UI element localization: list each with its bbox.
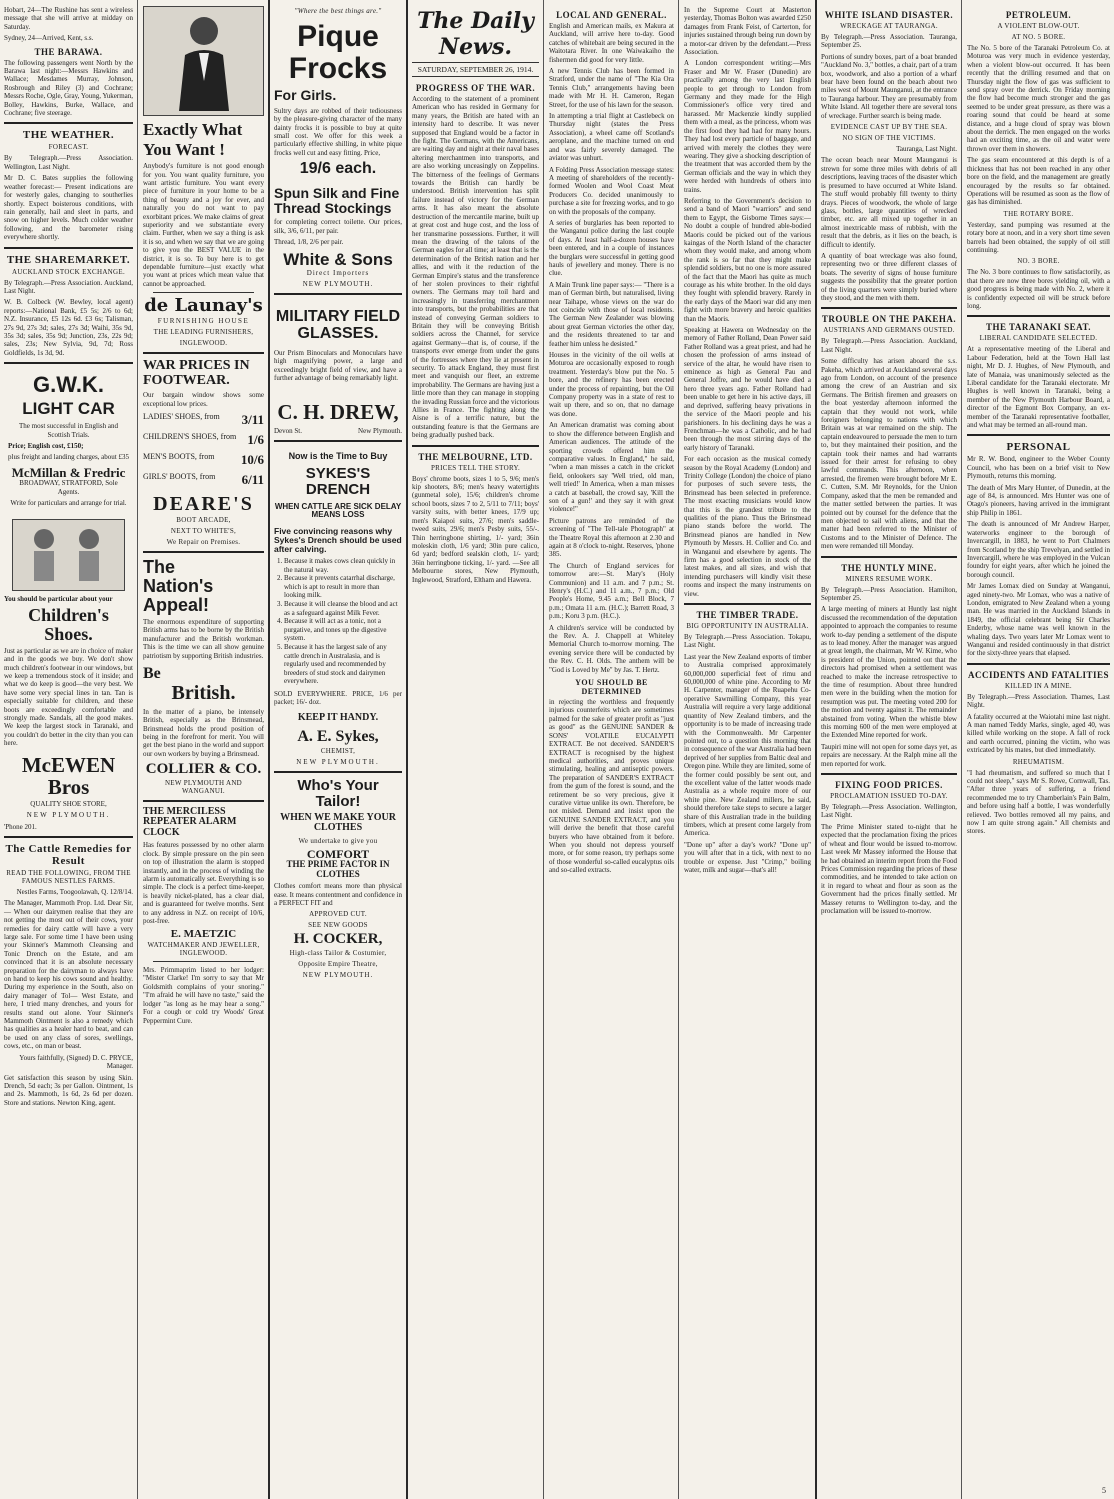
- children-illustration: [12, 519, 125, 591]
- letter-text: The Manager, Mammoth Prop. Ltd. Dear Sir,— When our dairymen realise that they are not getting the most out of their cows, your remedies for dairy cattle will have a very large sale. For some time I have been using your Skinner's Mammoth Cleansing and Tonic Drench on the Estate, and am convinced that it is an absolute necessary preparation for the dairyman to always have on hand to keep his cows sound and healthy. During my experience in the South, also on dairy manager of Tol— West Estate, and here, I tried many drenches, and yours for results stand out alone. Your Skinner's Mammoth Ointment is also a remedy which has qualities as a healer hard to beat, and can be used on any class of sores, swellings, cows, etc., on man or beast.: [4, 899, 133, 1051]
- ad-intro: Now is the Time to Buy: [288, 450, 388, 461]
- ad-title: The: [143, 557, 176, 578]
- article-text: Mr D. C. Bates supplies the following weather forecast:— Present indications are for westerly gales, changing to southerlies shortly. Expect boisterous conditions, with rain generally, hail and sleet in parts, and snow on higher levels. Much colder weather following, and the barometer rising everywhere shortly.: [4, 174, 133, 242]
- headline: TROUBLE ON THE PAKEHA.: [821, 314, 957, 325]
- headline: LOCAL AND GENERAL.: [556, 10, 667, 20]
- ad-text: Anybody's furniture is not good enough for you. You want quality furniture, you want artistic furniture. You want every piece of furniture in your home to be a thing of beauty and a joy for ever, and naturally you do not want to pay exorbitant prices. We make claims of great superiority and we substantiate every claim. Further, when we say a thing is ask it is so, and when we say that we are going to give you the BEST VALUE in the district, it is so. To buy here is to get dependable furniture—just exactly what you want at prices which mean value that cannot be approached.: [143, 162, 264, 288]
- ad-text: We undertake to give you: [298, 836, 378, 845]
- headline: ACCIDENTS AND FATALITIES: [967, 669, 1110, 680]
- ad-text: NEW PLYMOUTH.: [302, 280, 374, 289]
- article-text: Taupiri mine will not open for some days yet, as repairs are necessary. At the Ralph mine all the men reported for work.: [821, 742, 957, 768]
- ad-title: British.: [171, 681, 236, 704]
- ad-text: Sultry days are robbed of their tediousness by the pleasure-giving character of the many dainty frocks it is possible to buy at quite small cost. We offer for this week a particularly effective shilling, in white pique frocks well cut and easy fitting. Price,: [274, 106, 402, 157]
- masthead: The Daily News.: [417, 8, 534, 60]
- ad-title: G.W.K.: [33, 372, 104, 398]
- subheading: NO SIGN OF THE VICTIMS.: [842, 134, 936, 143]
- article-text: W. B. Colbeck (W. Bewley, local agent) reports:—National Bank, £5 5s; 2/6 to 6d; N.Z. Insurance, £5 12s 6d. £3 6s; Talisman, 27s 9d, 27s 3d; sales, 27s 3d; Waihi, 35s 9d, 35s 3d; sales, 35s 9d; Junction, 23s, 22s 9d; sales, 23s; New Sylvia, 9d, 7d; Ross Goldfields, 1s 3d, 9d.: [4, 298, 133, 357]
- article-text: The No. 3 bore continues to flow satisfactorily, as that there are now three bores yielding oil, with a good progress is being made with No. 2, where it is confidently expected oil will be struck before long.: [967, 268, 1110, 310]
- article-text: The ocean beach near Mount Maunganui is strewn for some three miles with debris of all descriptions, leaving traces of the disaster which is presumed to have occurred at White Island. The stuff would probably fill twenty to thirty drays. Pieces of woodwork, the whole of large glass, bottles, large quantities of wrecked timber, etc. are all mixed up together in an almost inextricable mass of rubbish, with the result that the debris, as it lies on the beach, is difficult to identify.: [821, 156, 957, 249]
- ad-title: LIGHT CAR: [22, 399, 115, 419]
- subheading: NO. 3 BORE.: [1017, 257, 1060, 266]
- byline: By Telegraph.—Press Association. Wellington, Last Night.: [4, 154, 133, 171]
- article-text: Mr R. W. Bond, engineer to the Weber County Council, who has been on a brief visit to New Plymouth, returns this morning.: [967, 455, 1110, 481]
- ad-title: WAR PRICES IN FOOTWEAR.: [143, 358, 250, 388]
- column-7: [817, 0, 961, 1499]
- ad-title: For Girls.: [274, 87, 337, 103]
- article-text: A Folding Press Association message states: A meeting of shareholders of the recently-formed Woolen and Wool Coast Meat Producers Co. decided unanimously to purchase a site for freezing works, and to go on with the proposals of the company.: [549, 165, 674, 216]
- byline: By Telegraph.—Press Association. Tokapu, Last Night.: [684, 633, 811, 650]
- ad-text: QUALITY SHOE STORE,: [30, 799, 107, 808]
- ad-subtitle: WHEN CATTLE ARE SICK DELAY MEANS LOSS: [274, 501, 402, 519]
- article-text: A series of burglaries has been reported to the Wanganui police during the last couple of days. At least half-a-dozen houses have been entered, and in a couple of instances the burglars were successful in getting good hauls of jewellery and money. There is no clue.: [549, 218, 674, 278]
- article-text: Referring to the Government's decision to send a band of Maori "warriors" and send them to Egypt, the Gisborne Times says:—No doubt a couple of hundred able-bodied Maoris could be picked out of the various kaingas of the North Island of the character whom they would make, and among whom the rank is so far that they might make splendid soldiers, but no one is more assured of the fact that the Maori has quite as much courage as his white brother. In the old days they fought with splendid bravery. Rarely in the early days of the Maori war did any men fight with more bravery and heroic qualities than the Maoris.: [684, 196, 811, 323]
- article-text: "I had rheumatism, and suffered so much that I could not sleep," says Mr S. Rowe, Cornwall, Tas. "After three years of suffering, a friend recommended me to try Chamberlain's Pain Balm, and before using half a bottle, I was wonderfully relieved. Two bottles removed all my pains, and now I am quite strong again." All chemists and stores.: [967, 768, 1110, 836]
- subheading: RHEUMATISM.: [1012, 757, 1065, 766]
- ad-text: Price; English cost, £150;: [8, 441, 84, 450]
- ad-text: Get satisfaction this season by using Skin. Drench, 5d each; 3s per Gallon. Ointment, 1s and 2s. Mammoth, 1s 6d, 2s 6d per dozen. Store and stations. Newton King, agent.: [4, 1073, 133, 1107]
- article-text: Mr James Lomax died on Sunday at Wanganui, aged ninety-two. Mr Lomax, who was a native of London, emigrated to New Zealand when a young man. He was married in the Auckland Islands in 1849, the official celebrant being Sir Charles Enderby, whose name was well known in the whaling days. Two years later Mr Lomax went to Wanganui and resided continuously in that district for the sixty-three years that elapsed.: [967, 582, 1110, 658]
- ad-title: COMFORT: [306, 846, 370, 861]
- byline: By Telegraph.—Press Association. Tauranga, September 25.: [821, 33, 957, 50]
- headline: THE BARAWA.: [34, 46, 103, 57]
- advertisement-gwk: [4, 369, 133, 514]
- headline: THE TARANAKI SEAT.: [985, 322, 1092, 333]
- ad-intro: You should be particular about your: [4, 594, 113, 603]
- subheading: EVIDENCE CAST UP BY THE SEA.: [830, 123, 948, 132]
- article-text: in rejecting the worthless and frequently injurious counterfeits which are sometimes palmed for the sake of greater profit as "just as good" as the GENUINE SANDER & SONS' VOLATILE EUCALYPTI EXTRACT. Be not deceived. SANDER'S EXTRACT is recognised by the highest medical authorities, and proves unique stimulating, healing and antiseptic powers. The preparation of SANDER'S EXTRACT from the gum of the forest is sound, and the retirement be so very precious, give it curative virtue unlike its own. Therefore, be not misled. Demand and insist upon the GENUINE SANDER EXTRACT, and you will derive the benefit that those careful buyers who have obtained from it before. When you should not depress yourself more, or for some reason, try perhaps some of those wonderful so-called eucalyptus oils and so-called extracts.: [549, 698, 674, 875]
- ad-text: Opposite Empire Theatre,: [298, 960, 378, 969]
- headline: PROGRESS OF THE WAR.: [415, 83, 536, 93]
- ad-text: The enormous expenditure of supporting British arms has to be borne by the British manufacturer and the British workman. This is the time we can all show genuine patriotism by supporting British industries.: [143, 617, 264, 660]
- article-text: Last year the New Zealand exports of timber to Australia comprised approximately 60,000,000 superficial feet of rimu and 60,000,000 of white pine. According to Mr H. Carpenter, manager of the Ruapehu Co-operative Sawmilling Company, this year Australia will require a very large additional quantity of New Zealand timbers, and the opportunity is to be made of increasing trade with the Commonwealth. Mr Carpenter pointed out, to a question this morning that in consequence of the war Australia had been deprived of her supplies from Baltic deal and Oregon pine. While they are limited, some of the former could possibly be sent out, and the excellent value of the latter woods made Australia as a whole require more of our white pine. New Zealand millers, he said, should therefore take steps to secure a larger share of this Australian trade in the building timbers, which at present come largely from America.: [684, 652, 811, 838]
- ad-text: Write for particulars and arrange for trial.: [10, 499, 127, 508]
- letter-address: Nestles Farms, Toogoolawah, Q. 12/8/14.: [16, 887, 133, 896]
- dateline: SATURDAY, SEPTEMBER 26, 1914.: [412, 62, 539, 77]
- ad-title: Children's Shoes.: [28, 605, 109, 644]
- ad-text: Direct Importers: [306, 269, 370, 278]
- ad-text: INGLEWOOD.: [179, 339, 228, 348]
- subheading: AUSTRIANS AND GERMANS OUSTED.: [823, 326, 955, 335]
- ad-title: A. E. Sykes,: [297, 728, 379, 746]
- article-text: "Done up" after a day's work? "Done up" you will after that in a tick, with next to no trouble or expense. Just "Crimp," boiling water, milk and sugar—that's all!: [684, 840, 811, 874]
- article-text: The following passengers went North by the Barawa last night:—Messrs Hawkins and Wallace; Mesdames Murray, Johnson, Rosbrough and Riley (3) and Cochrane; Messrs Roche, Ogle, Gray, Young, Yukerman, Bolley, Hawkins, Burke, Wallace, and Cochrane; five steerage.: [4, 58, 133, 118]
- headline: THE SHAREMARKET.: [6, 253, 131, 266]
- article-text: Houses in the vicinity of the oil wells at Moturoa are occasionally exposed to rough treatment. Yesterday's blow put the No. 5 bore, and the refinery has been erected under the process of repainting, but the Oil Company property was in a state of rest to wait up there, and so on, that no damage was done.: [549, 351, 674, 418]
- column-4: [408, 0, 543, 1499]
- headline: YOU SHOULD BE DETERMINED: [575, 678, 648, 697]
- ad-title: Nation's: [143, 576, 214, 597]
- headline: THE MELBOURNE, LTD.: [418, 451, 533, 462]
- subheading: AT NO. 5 BORE.: [1011, 33, 1066, 41]
- byline: By Telegraph.—Press Association. Wellington, Last Night.: [821, 803, 957, 820]
- ad-title: McEWEN Bros: [21, 752, 116, 799]
- ad-title: COLLIER & CO.: [145, 761, 262, 778]
- ad-text: plus freight and landing charges, about £35: [8, 453, 129, 462]
- ad-text: THE LEADING FURNISHERS,: [153, 328, 254, 337]
- article-text: A new Tennis Club has been formed in Stratford, under the name of "The Kia Ora Tennis Club," arrangements having been made with Mr H. H. Cameron, Regan Street, for the use of his lawn for the season.: [549, 67, 674, 109]
- price-row: CHILDREN'S SHOES, from 1/6: [143, 432, 264, 448]
- headline: FIXING FOOD PRICES.: [835, 780, 943, 791]
- article-text: According to the statement of a prominent American who has resided in Germany for many years, the British are hated with an intensity hard to describe. It was never supposed that England would be a factor in the fight. The Germans, with the Americans, are waiting day and night at their naval bases altering merchantmen into transports, and are also working unceasingly on Zeppelins. The bitterness of the feelings of Germans towards the British can hardly be understood. British intervention has split failure instead of victory for the German arms. It has also meant the absolute destruction of the mercantile marine, built up at great cost and huge cost, and the loss of her transmarine possessions. Further, it will mean the drawing of the talons of the German eagles for all time; at least that is the determination of the British nation and her allies, and with it the reduction of the German Empire's status and the transference of her stolen provinces to their rightful owners. The Germans may toil hard and increasingly in transferring merchantmen into transports, but the probabilities are that instead of conveying German soldiers to Britain they will be conveying British soldiers across the Channel, for service against Germany—that is, of course, if the transports ever emerge from under the guns of the fortresses where they lie at present in security. To attack England, they must first meet and vanquish our fleet, an extreme improbability. The Germans are having just a little more than they can manage in stopping the invading Russian force and the victorious Allies in France. The fighting along the Aisne is of a terrific nature, but the outstanding feature is that the Germans are being gradually pushed back.: [412, 95, 539, 440]
- ad-text: NEW PLYMOUTH.: [296, 758, 380, 767]
- article-text: The death is announced of Mr Andrew Harper, waterworks engineer to the borough of Invercargill, in 1883, he went to Port Chalmers from Scotland by the ship Trevelyan, and settled in Invercargill, where he was employed in the Vulcan foundry for eight years, after which he joined the borough council.: [967, 520, 1110, 579]
- ad-subtitle: WHEN WE MAKE YOUR CLOTHES: [280, 811, 396, 834]
- ad-title: Frocks: [288, 51, 388, 85]
- column-5: [545, 0, 678, 1499]
- headline: THE WEATHER.: [22, 129, 115, 142]
- letter-signature: Yours faithfully, (Signed) D. C. PRYCE, Manager.: [19, 1053, 133, 1071]
- ad-title: E. MAETZIC: [170, 927, 237, 940]
- article-text: A London correspondent writing:—Mrs Fraser and Mr W. Fraser (Dunedin) are practically among the very last English people to get through to London from Germany and they made for the High Commissioner's office very tired and harassed. Mr Mackenzie kindly supplied them with a meal, as the princess, whom was the first food they had had for many hours. They had lost every particle of baggage, and arrived with merely the clothes they were wearing. They give a shocking description of the treatment that was accorded them by the German officials and the way in which they were herded with hundreds of others into trains.: [684, 59, 811, 194]
- ad-text: FURNISHING HOUSE: [157, 317, 250, 326]
- ad-text: SEE NEW GOODS: [308, 921, 368, 930]
- subheading: READ THE FOLLOWING, FROM THE FAMOUS NESTLES FARMS.: [6, 868, 131, 885]
- ad-text: NEW PLYMOUTH.: [26, 811, 111, 820]
- byline: By Telegraph.—Press Association. Auckland, Last Night.: [821, 337, 957, 354]
- headline: PETROLEUM.: [1005, 10, 1072, 20]
- ad-text: NEW PLYMOUTH.: [302, 971, 374, 980]
- price-list: [143, 412, 264, 488]
- ad-text: 'Phone 201.: [4, 822, 37, 831]
- column-1: [0, 0, 137, 1499]
- article-text: The Church of England services for tomorrow are:—St. Mary's (Holy Communion) and 11 a.m. and 7 p.m.; St. Henry's (H.C.) and 11 a.m., 7 p.m.; Old People's Home, 9.45 a.m.; Bell Block, 7 p.m.; Omata 11 a.m. (H.C.); Barrett Road, 3 p.m.; Koru 3 p.m. (H.C.).: [549, 561, 674, 621]
- subheading: THE ROTARY BORE.: [1003, 209, 1074, 218]
- ad-text: Our bargain window shows some exceptional low prices.: [143, 391, 264, 408]
- ad-title: de Launay's: [144, 295, 263, 317]
- article-text: For each occasion as the musical comedy season by the Royal Academy (London) and Trinity College (London) the choice of piano for purposes of such severe tests, the Brinsmead has been selected in preference. The most exacting musicians would know that this is the grandest tribute to the qualities of the piano. Thus the Brinsmead piano stands before the world. The Brinsmead pianos are handled in New Plymouth by Messrs. H. Collier and Co. and in Wanganui and elsewhere by agents. The firm has a good selection in stock of the latest makes, and all sizes, and wish that intending purchasers will kindly visit these rooms and inspect the many instruments on view.: [684, 455, 811, 598]
- ad-title: DEARE'S: [153, 493, 254, 516]
- ad-title: Be: [143, 664, 161, 682]
- subheading: KILLED IN A MINE.: [1005, 681, 1072, 690]
- article-text: Some difficulty has arisen aboard the s.s. Pakeha, which arrived at Auckland several days ago from London, on account of the presence among the crew of an Austrian and six Germans. The British firemen and greasers on the boat yesterday afternoon informed the captain that they would not work, while foreigners belonging to nations with which Britain was at war remained on the ship. The captain endeavoured to persuade the men to turn to, but they maintained their position, and the captain took their names and had warrants issued for their arrest for refusing to obey lawful commands. This afternoon, when arrested, the firemen were brought before Mr E. C. Cutten, S.M. Mr Reynolds, for the Union Company, asked that the men be remanded and the matter settled between the parties. It was pointed out by counsel for the defence that the men objected to sail with aliens, and that the matter had been referred to the Minister of Customs and to the Minister of Defence. The men were remanded till Monday.: [821, 357, 957, 551]
- ad-address: Devon St. New Plymouth.: [274, 426, 402, 435]
- ad-title: Who's Your Tailor!: [297, 777, 379, 810]
- ad-text: Just as particular as we are in choice of maker and in the goods we buy. We don't show much children's footwear in our windows, but we keep a tremendous stock of it inside; and what we do keep is good—the very best. We have some very special lines in tan. Tan is especially suitable for children, and these boots are exceedingly comfortable and strongly made. Sandals, all the good makes. We keep the largest stock in Taranaki, and you couldn't do better in the city than you can here.: [4, 646, 133, 748]
- ad-text: Thread, 1/8, 2/6 per pair.: [274, 238, 344, 247]
- article-text: The death of Mrs Mary Hunter, of Dunedin, at the age of 84, is announced. Mrs Hunter was one of Otago's pioneers, having arrived in the immigrant ship Philip in 1861.: [967, 483, 1110, 517]
- subheading: MINERS RESUME WORK.: [845, 574, 933, 583]
- column-6: [680, 0, 815, 1499]
- ad-title: White & Sons: [283, 249, 393, 269]
- headline: The Cattle Remedies for Result: [5, 842, 132, 867]
- page-number: 5: [1102, 1486, 1106, 1495]
- ad-title: C. H. DREW,: [277, 399, 399, 424]
- article-text: Boys' chrome boots, sizes 1 to 5, 9/6; men's kip shooters, 8/6; men's heavy watertights (gunmetal sole), 15/6; children's chrome school boots, sizes 7 to 2, 5/11 to 7/11; boys' varsity suits, with better knees, 17/9 up; men's Kaiapoi suits, 27/6; men's saddle-tweed suits, 29/6; men's Pesby suits, 55/-. Thin herringbone shirting, 1/- yard; 36in moleskin cloth, 1/6 yard; 30in pure calico, 6d yard; bedford sealskin cloth, 1/- yard; 36in herringbone ticking, 1/- yard. —See all Melbourne stores, New Plymouth, Inglewood, Stratford, Eltham and Hawera.: [412, 474, 539, 584]
- article-text: A quantity of boat wreckage was also found, representing two or three different classes of boats. The severity of signs of house furniture suggests the possibility that the greater portion of the living quarters were simply buried where they stood, and the men with them.: [821, 251, 957, 302]
- byline: By Telegraph.—Press Association. Thames, Last Night.: [967, 692, 1110, 710]
- list-item: 5. Because it has the largest sale of any cattle drench in Australasia, and is regularly used and recommended by breeders of stud stock and dairymen everywhere.: [284, 643, 402, 686]
- ad-text: CHEMIST,: [320, 747, 356, 756]
- article-text: An American dramatist was coming about to show the difference between English and American audiences. The attitude of the sporting crowds offered him the comparative values. In England," he said, "when a man misses a catch in the cricket field, onlookers say 'Well tried, old man, well tried!' In America, when a man misses a catch at baseball, the crowd say, 'Kill the son of a gun!' and they say it with great violence!": [549, 421, 674, 514]
- byline: By Telegraph.—Press Association. Auckland, Last Night.: [4, 278, 133, 295]
- price-row: MEN'S BOOTS, from 10/6: [143, 452, 264, 468]
- ad-title: SYKES'S DRENCH: [305, 465, 371, 498]
- shipping-note: Sydney, 24—Arrived, Kent, s.s.: [4, 34, 94, 43]
- ad-text: Has features possessed by no other alarm clock. By simple pressure on the pin seen on top of illustration the alarm is stopped instantly, and in the process of winding the alarm is automatically set. Everything is so simple. The clock is a perfect time-keeper, is heavily nickel-plated, has a clear dial, and is guaranteed for twelve months. Sent to any address in N.Z. on receipt of 10/6, post-free.: [143, 841, 264, 926]
- ad-text: The most successful in English and Scottish Trials.: [19, 422, 118, 439]
- headline: THE HUNTLY MINE.: [841, 562, 937, 573]
- ad-text: BROADWAY, STRATFORD, Sole Agents.: [19, 479, 118, 496]
- ad-title: THE MERCILESS REPEATER ALARM CLOCK: [143, 805, 237, 838]
- ad-text: Our Prism Binoculars and Monoculars have high magnifying power, a large and exceedingly bright field of view, and have a further advantage of being remarkably light.: [274, 348, 402, 383]
- subheading: WRECKAGE AT TAURANGA.: [840, 22, 938, 30]
- ad-text: BOOT ARCADE,: [176, 516, 231, 525]
- ad-text: Clothes comfort means more than physical ease. It means contentment and confidence in a PERFECT FIT and: [274, 882, 402, 907]
- headline: PERSONAL: [1006, 441, 1071, 454]
- shipping-note: Hobart, 24—The Rushine has sent a wireless message that she will arrive at midday on Saturday.: [4, 6, 133, 31]
- column-3: [270, 0, 406, 1499]
- list-item: 2. Because it prevents catarrhal discharge, which is apt to result in more than looking milk.: [284, 574, 402, 600]
- article-text: A large meeting of miners at Huntly last night discussed the recommendation of the deputation appointed to approach the companies to resume work to-day pending a settlement of the dispute as to lead money. After the manager was argued at great length, the chairman, Mr W. Kime, who is president of the Union, pointed out that the directors had promised when a settlement was reached to make the increase retrospective to the time of resumption. About three hundred men were in the building when the motion for resumption was put. The meeting voted 200 for the motion and twenty against it. The remainder abstained from voting. When the whistle blew this morning 600 of the men were employed at the Extended Mine reported for work.: [821, 605, 957, 740]
- ad-title: H. COCKER,: [293, 931, 383, 948]
- subheading: A VIOLENT BLOW-OUT.: [997, 22, 1080, 30]
- article-text: The No. 5 bore of the Taranaki Petroleum Co. at Moturoa was very much in evidence yesterday, when a violent blow-out occurred. It has been recently that the drilling resumed and that on Thursday night the flow of gas was sufficient to send spray over the derrick. On Friday morning the flow had become much stronger and the gas seemed to be under great pressure, as there was a roaring sound that could be heard at some distance, and a huge cloud of spray was blown about the derrick. The men engaged on the works had an exciting time, as the oil and water were thrown over them in showers.: [967, 44, 1110, 153]
- man-illustration: [143, 6, 264, 116]
- ad-text: High-class Tailor & Costumier,: [289, 949, 387, 958]
- subheading: AUCKLAND STOCK EXCHANGE.: [11, 267, 126, 276]
- headline: THE TIMBER TRADE.: [696, 610, 799, 621]
- article-text: Portions of sundry boxes, part of a boat branded "Auckland No. 3," bottles, a chair, part of a tram box, woodwork, and also a portion of a wharf bear have been found on the beach about two miles west of Mount Maunganui, at the entrance to Tauranga harbour. They are presumably from White Island. All together there are several tons of wreckage. Further search is being made.: [821, 52, 957, 120]
- subheading: LIBERAL CANDIDATE SELECTED.: [979, 334, 1098, 343]
- byline: By Telegraph.—Press Association. Hamilton, September 25.: [821, 585, 957, 602]
- ad-text: WATCHMAKER AND JEWELLER, INGLEWOOD.: [147, 941, 260, 958]
- article-text: A fatality occurred at the Waiotahi mine last night. A man named Teddy Marks, single, aged 40, was killed while working on the stope. A fall of rock and earth occurred, pinning the victim, who was extricated by his mates, but died immediately.: [967, 712, 1110, 755]
- headline: WHITE ISLAND DISASTER.: [824, 10, 954, 20]
- ad-title: Appeal!: [143, 595, 210, 616]
- list-item: 3. Because it will cleanse the blood and act as a safeguard against Milk Fever.: [284, 600, 402, 617]
- article-text: Yesterday, sand pumping was resumed at the rotary bore at noon, and in a very short time seven barrels had been obtained, the supply of oil still continuing.: [967, 220, 1110, 254]
- subheading: BIG OPPORTUNITY IN AUSTRALIA.: [686, 622, 809, 631]
- ad-title: MILITARY FIELD GLASSES.: [275, 308, 401, 343]
- man-in-suit-icon: [169, 11, 239, 111]
- list-item: 4. Because it will act as a tonic, not a purgative, and tones up the digestive system.: [284, 617, 402, 643]
- ad-title: Exactly What You Want !: [143, 120, 243, 159]
- ad-text: We Repair on Premises.: [166, 538, 241, 547]
- list-item: 1. Because it makes cows clean quickly in the natural way.: [284, 557, 402, 574]
- byline: Tauranga, Last Night.: [896, 145, 957, 154]
- ad-quote: "Where the best things are.": [294, 7, 382, 15]
- children-figures-icon: [14, 523, 124, 587]
- ad-title: Pique: [297, 20, 379, 53]
- article-text: Picture patrons are reminded of the screening of "The Tell-tale Photograph" at the Theatre Royal this afternoon at 2.30 and again at 8 o'clock to-night. Reserves, 'phone 385.: [549, 516, 674, 559]
- advertisement-childrens-shoes: [4, 595, 133, 831]
- price-row: LADIES' SHOES, from 3/11: [143, 412, 264, 428]
- article-text: In attempting a trial flight at Castlebeck on Thursday night (states the Press Association), a wheel came off Scotland's aeroplane, and the machine turned on end and was fairly severely damaged. The aviator was unhurt.: [549, 112, 674, 163]
- ad-text: NEXT TO WHITE'S,: [170, 527, 237, 536]
- ad-title: KEEP IT HANDY.: [297, 711, 379, 723]
- ad-price: 19/6 each.: [299, 160, 377, 178]
- price-row: GIRLS' BOOTS, from 6/11: [143, 472, 264, 488]
- subheading: FORECAST.: [48, 143, 89, 152]
- ad-text: NEW PLYMOUTH AND WANGANUI.: [164, 778, 243, 795]
- column-8: [963, 0, 1114, 1499]
- article-text: English and American mails, ex Makura at Auckland, will arrive here to-day. Good catches of whitebait are being secured in the Waitotara River. In one Waiwakaiho the fishermen did good for very little.: [549, 22, 674, 64]
- article-text: The gas seam encountered at this depth is of a thickness that has not been reached in any other bore on the field, and the management are greatly encouraged by the results so far obtained. Operations will be resumed as soon as the flow of gas has diminished.: [967, 156, 1110, 207]
- ad-title: McMillan & Fredric: [11, 464, 126, 480]
- article-text: In the Supreme Court at Masterton yesterday, Thomas Bolton was awarded £250 damages from Frank Feist, of Carterton, for injuries sustained through being run down by a motor-car driven by the defendant.—Press Association.: [684, 6, 811, 57]
- ad-text: In the matter of a piano, be intensely British, especially as the Brinsmead, Brinsmead holds the proud position of being in the forefront for merit. You will get the best piano in the world and support our own workers by buying a Brinsmead.: [143, 707, 264, 758]
- reasons-list: [284, 557, 402, 686]
- ad-text: for completing correct toilette. Our prices, silk, 3/6, 6/11, per pair.: [274, 218, 402, 235]
- column-2: [139, 0, 268, 1499]
- subheading: PRICES TELL THE STORY.: [430, 463, 521, 472]
- ad-text: Mrs. Primmaprim listed to her lodger: "Mister Clarke! I'm sorry to say that Mr Goldsmith complains of your snoring." "I'm afraid he will have no taste," said the lodger "as long as he may hear a song." For a cough or cold try Woods' Great Peppermint Cure.: [143, 966, 264, 1025]
- ad-text: SOLD EVERYWHERE. PRICE, 1/6 per packet; 16/- doz.: [274, 690, 402, 707]
- article-text: The Prime Minister stated to-night that he expected that the proclamation fixing the prices of wheat and flour would be issued to-morrow. Last week Mr Massey informed the House that he had obtained an interim report from the Food Prices Commission regarding the prices of these commodities, and he intended to take action on it in regard to wheat and flour as soon as the Government had the prices finally settled. Mr Massey returns to Wellington to-day, and the proclamation will be issued to-morrow.: [821, 822, 957, 915]
- ad-text: APPROVED CUT.: [309, 910, 367, 919]
- ad-subtitle: Five convincing reasons why Sykes's Drench should be used after calving.: [274, 526, 402, 555]
- article-text: Speaking at Hawera on Wednesday on the memory of Father Rolland, Dean Power said Father Rolland was a great priest, and had he chosen the profession of arms instead of service of the altar, he would have risen to eminence as high as General Pau and General Joffre, and he would have died a hero three years ago. Father Rolland had been unable to get here in his active days, ill and deprived, suffering heavy privations in the service of the Maori people and his parishioners. In his declining days he was a Frenchman—he was a Catholic, and he had been through the most stirring days of the early history of Taranaki.: [684, 326, 811, 452]
- subheading: PROCLAMATION ISSUED TO-DAY.: [830, 792, 948, 801]
- ad-title: Spun Silk and Fine Thread Stockings: [274, 184, 400, 216]
- article-text: A children's service will be conducted by the Rev. A. J. Chappell at Whiteley Memorial Church to-morrow morning. The evening service there will be conducted by the Rev. C. H. Olds. The anthem will be "God is Loved by Me" by Jas. T. Hertz.: [549, 623, 674, 674]
- ad-subtitle: THE PRIME FACTOR IN CLOTHES: [286, 859, 390, 879]
- article-text: A Main Trunk line paper says:— "There is a man of German birth, but naturalised, living near Taihape, whose views on the war do not coincide with those of local residents. The German New Zealander was blowing about great German victories the other day, and the residents threatened to tar and feather him unless he desisted.": [549, 280, 674, 348]
- article-text: At a representative meeting of the Liberal and Labour Federation, held at the Town Hall last night, Mr D. J. Hughes, of New Plymouth, and late of Manaia, was unanimously selected as the Liberal candidate for the Taranaki electorate. Mr Hughes is well known in Taranaki, being a member of the New Plymouth Harbour Board, a director of the Egmont Box Company, an ex-member of the Taranaki representative footballer, and what may be termed an all-round man.: [967, 345, 1110, 430]
